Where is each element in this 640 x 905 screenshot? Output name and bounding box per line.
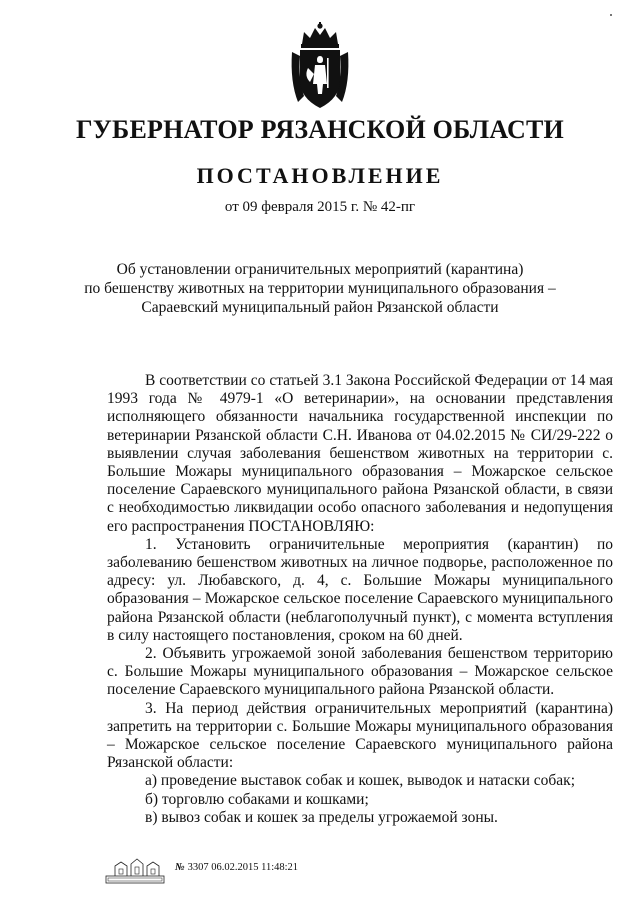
registration-number	[175, 862, 298, 873]
document-body	[107, 372, 613, 827]
registration-footer	[105, 856, 365, 886]
document-subject	[60, 260, 580, 317]
clause-3: 3. На период действия ограничительных мероприятий (карантина) запретить на территории с. Большие Можары муниципального образования – Можарское сельское поселение Сараевского муниципального района Рязанской области:	[107, 699, 613, 772]
clause-3-sub-b: б) торговлю собаками и кошками;	[145, 790, 369, 808]
document-date-number: от 09 февраля 2015 г. № 42-пг	[224, 199, 416, 215]
registration-mark: №	[175, 862, 185, 873]
clause-1: 1. Установить ограничительные мероприятия (карантин) по заболеванию бешенством животных на личное подворье, расположенное по адресу: ул. Любавского, д. 4, с. Большие Можары муниципального образования – Можарское сельское поселение Сараевского муниципального района Рязанской области (неблагополучный пункт), с момента вступления в силу настоящего постановления, сроком на 60 дней.	[107, 535, 613, 644]
subject-line: Сараевский муниципальный район Рязанской области	[141, 299, 499, 316]
subject-line: Об установлении ограничительных мероприятий (карантина)	[116, 261, 524, 278]
clause-2: 2. Объявить угрожаемой зоной заболевания бешенством территорию с. Большие Можары муниципального образования – Можарское сельское поселение Сараевского муниципального района Рязанской области.	[107, 645, 613, 699]
preamble-paragraph: В соответствии со статьей 3.1 Закона Российской Федерации от 14 мая 1993 года № 4979-1 «О ветеринарии», на основании представления исполняющего обязанности начальника государственной инспекции по ветеринарии Рязанской области С.Н. Иванова от 04.02.2015 № СИ/29-222 о выявлении случая заболевания бешенством животных на территории с. Большие Можары муниципального образования – Можарское сельское поселение Сараевского муниципального района Рязанской области, в связи с необходимостью ликвидации особо опасного заболевания и недопущения его распространения ПОСТАНОВЛЯЮ:	[107, 372, 613, 535]
clause-3-sub-a: а) проведение выставок собак и кошек, выводок и натаски собак;	[145, 772, 575, 790]
scan-artifact-dot	[610, 14, 612, 16]
issuer-title: ГУБЕРНАТОР РЯЗАНСКОЙ ОБЛАСТИ	[76, 115, 564, 144]
registration-stamp-text: 3307 06.02.2015 11:48:21	[187, 862, 299, 873]
document-type-heading: ПОСТАНОВЛЕНИЕ	[196, 163, 444, 188]
subject-line: по бешенству животных на территории муниципального образования –	[84, 280, 556, 297]
clause-3-sub-c: в) вывоз собак и кошек за пределы угрожаемой зоны.	[145, 808, 498, 826]
ryazan-coat-of-arms-icon	[288, 22, 352, 110]
printing-house-stamp-icon	[105, 856, 165, 884]
